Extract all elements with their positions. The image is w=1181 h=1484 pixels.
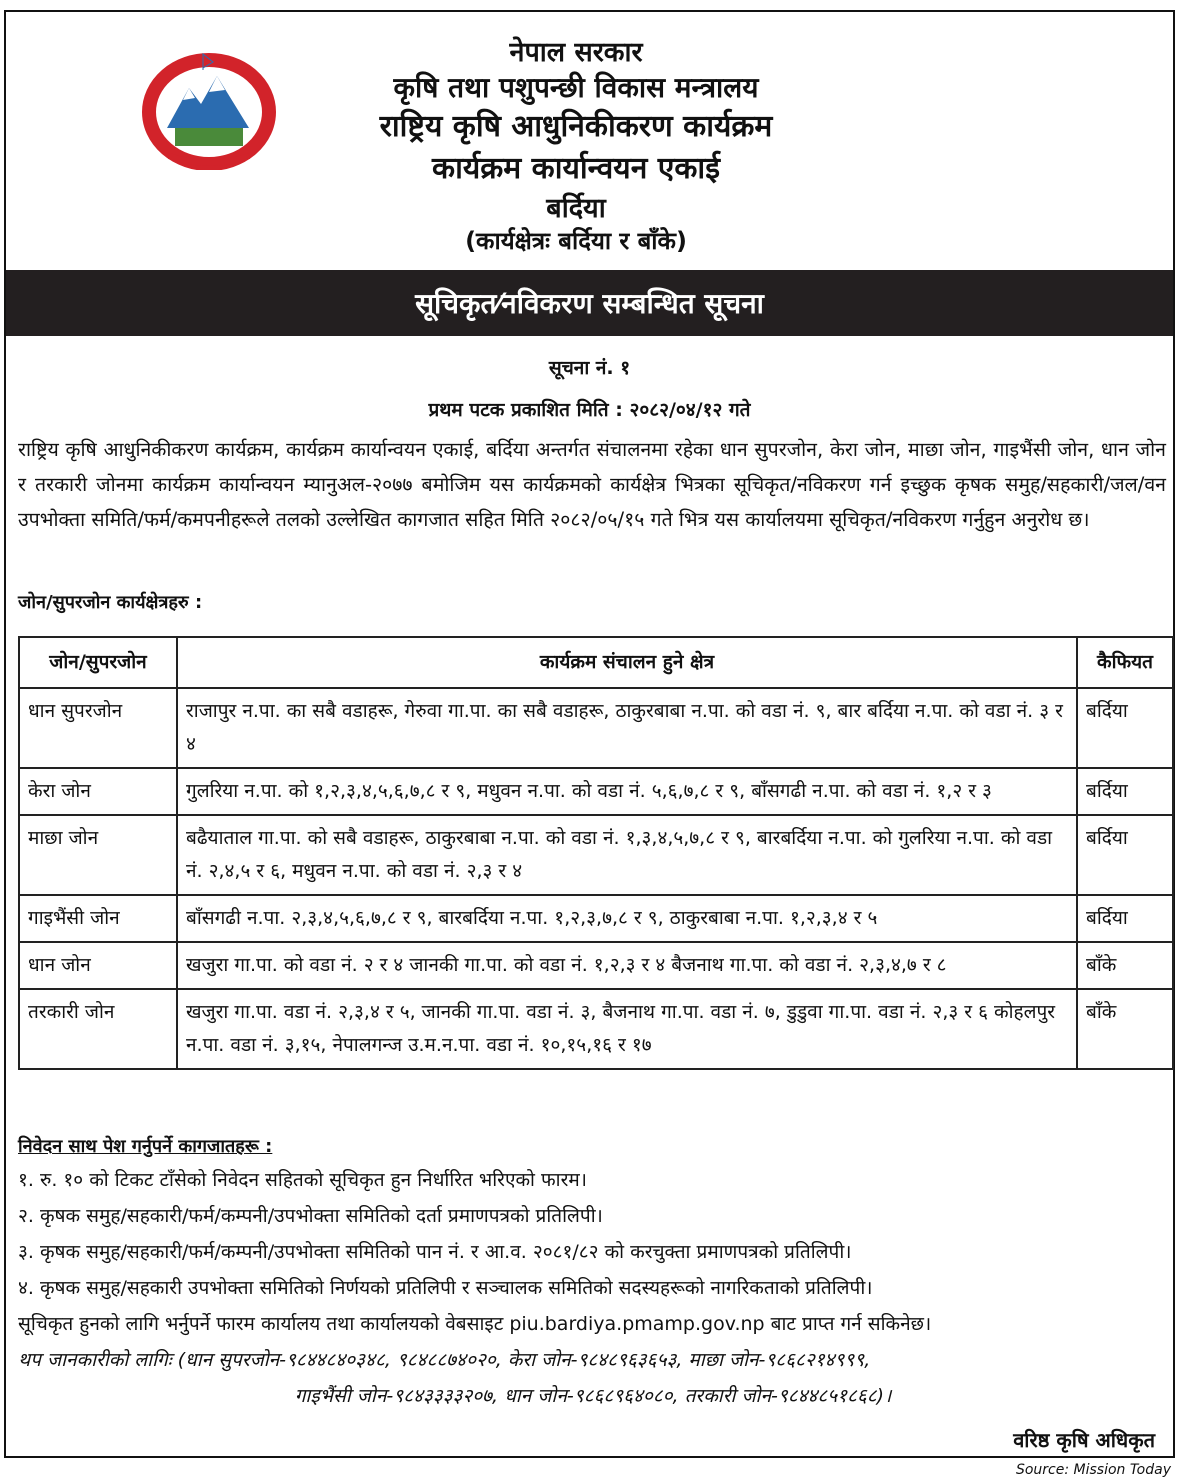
zone-cell: धान सुपरजोन [19, 688, 177, 768]
zone-cell: केरा जोन [19, 768, 177, 815]
unit-name: कार्यक्रम कार्यान्वयन एकाई [432, 151, 720, 186]
remarks-cell: बर्दिया [1077, 688, 1173, 768]
remarks-cell: बर्दिया [1077, 815, 1173, 895]
district-name: बर्दिया [546, 193, 606, 224]
table-row [19, 768, 1173, 815]
zones-label: जोन/सुपरजोन कार्यक्षेत्रहरु : [18, 592, 203, 613]
area-cell: बढैयाताल गा.पा. को सबै वडाहरू, ठाकुरबाबा न.पा. को वडा नं. १,३,४,५,७,८ र ९, बारबर्दिया न.पा. को गुलरिया न.पा. को वडा नं. २,४,५ र ६, मधुवन न.पा. को वडा नं. २,३ र ४ [177, 815, 1077, 895]
document-item: १. रु. १० को टिकट टाँसेको निवेदन सहितको सूचिकृत हुन निर्धारित भरिएको फारम। [18, 1169, 587, 1191]
zone-cell: माछा जोन [19, 815, 177, 895]
source-credit: Source: Mission Today [1015, 1462, 1171, 1478]
table-header-row [19, 637, 1173, 688]
notice-number: सूचना नं. १ [548, 357, 631, 379]
contact-info-line: गाइभैंसी जोन-९८४३३३३२०७, धान जोन-९८६८९६४०८०, तरकारी जोन-९८४४८५१८६८)। [294, 1385, 892, 1407]
table-row [19, 815, 1173, 895]
program-name: राष्ट्रिय कृषि आधुनिकीकरण कार्यक्रम [379, 109, 773, 144]
area-cell: बाँसगढी न.पा. २,३,४,५,६,७,८ र ९, बारबर्दिया न.पा. १,२,३,७,८ र ९, ठाकुरबाबा न.पा. १,२,३,४ र ५ [177, 895, 1077, 942]
ministry-name: कृषि तथा पशुपन्छी विकास मन्त्रालय [393, 71, 759, 104]
col-remarks-header: कैफियत [1077, 637, 1173, 688]
work-area: (कार्यक्षेत्रः बर्दिया र बाँके) [465, 227, 687, 255]
signatory-title: वरिष्ठ कृषि अधिकृत [1013, 1428, 1155, 1452]
zone-cell: तरकारी जोन [19, 989, 177, 1069]
table-row [19, 942, 1173, 989]
table-row [19, 895, 1173, 942]
notice-paragraph: राष्ट्रिय कृषि आधुनिकीकरण कार्यक्रम, कार्यक्रम कार्यान्वयन एकाई, बर्दिया अन्तर्गत संचालनमा रहेका धान सुपरजोन, केरा जोन, माछा जोन, गाइभैंसी जोन, धान जोन र तरकारी जोनमा कार्यक्रम कार्यान्वयन म्यानुअल-२०७७ बमोजिम यस कार्यक्रमको कार्यक्षेत्र भित्रका सूचिकृत/नविकरण गर्न इच्छुक कृषक समुह/सहकारी/जल/वन उपभोक्ता समिति/फर्म/कमपनीहरूले तलको उल्लेखित कागजात सहित मिति २०८२/०५/१५ गते भित्र यस कार्यालयमा सूचिकृत/नविकरण गर्नुहुन अनुरोध छ। [18, 438, 1166, 531]
document-item: ३. कृषक समुह/सहकारी/फर्म/कम्पनी/उपभोक्ता समितिको पान नं. र आ.व. २०८१/८२ को करचुक्ता प्रमाणपत्रको प्रतिलिपी। [18, 1241, 852, 1263]
col-zone-header: जोन/सुपरजोन [19, 637, 177, 688]
zone-cell: धान जोन [19, 942, 177, 989]
zone-cell: गाइभैंसी जोन [19, 895, 177, 942]
notice-header [6, 12, 1173, 270]
contact-info-line: थप जानकारीको लागिः (धान सुपरजोन-९८४४८४०३४८, ९८४८८७४०२०, केरा जोन-९८४८९६३६५३, माछा जोन-९८६८२१४९९९, [18, 1349, 871, 1371]
table-row [19, 989, 1173, 1069]
remarks-cell: बाँके [1077, 942, 1173, 989]
table-row [19, 688, 1173, 768]
area-cell: गुलरिया न.पा. को १,२,३,४,५,६,७,८ र ९, मधुवन न.पा. को वडा नं. ५,६,७,८ र ९, बाँसगढी न.पा. को वडा नं. १,२ र ३ [177, 768, 1077, 815]
area-cell: खजुरा गा.पा. वडा नं. २,३,४ र ५, जानकी गा.पा. वडा नं. ३, बैजनाथ गा.पा. वडा नं. ७, डुडुवा गा.पा. वडा नं. २,३ र ६ कोहलपुर न.पा. वडा नं. ३,१५, नेपालगन्ज उ.म.न.पा. वडा नं. १०,१५,१६ र १७ [177, 989, 1077, 1069]
document-item: ४. कृषक समुह/सहकारी उपभोक्ता समितिको निर्णयको प्रतिलिपी र सञ्चालक समितिको सदस्यहरूको नागरिकताको प्रतिलिपी। [18, 1277, 873, 1299]
area-cell: राजापुर न.पा. का सबै वडाहरू, गेरुवा गा.पा. का सबै वडाहरू, ठाकुरबाबा न.पा. को वडा नं. ९, बार बर्दिया न.पा. को वडा नं. ३ र ४ [177, 688, 1077, 768]
col-area-header: कार्यक्रम संचालन हुने क्षेत्र [177, 637, 1077, 688]
remarks-cell: बर्दिया [1077, 768, 1173, 815]
first-published-date: प्रथम पटक प्रकाशित मिति : २०८२/०४/१२ गते [428, 399, 751, 421]
document-item: २. कृषक समुह/सहकारी/फर्म/कम्पनी/उपभोक्ता समितिको दर्ता प्रमाणपत्रको प्रतिलिपी। [18, 1205, 603, 1227]
remarks-cell: बाँके [1077, 989, 1173, 1069]
documents-label: निवेदन साथ पेश गर्नुपर्ने कागजातहरू : [18, 1136, 273, 1157]
government-name: नेपाल सरकार [509, 37, 643, 68]
remarks-cell: बर्दिया [1077, 895, 1173, 942]
notice-frame [4, 10, 1175, 1458]
notice-title-banner: सूचिकृत⁄नविकरण सम्बन्धित सूचना [6, 270, 1173, 336]
website-line: सूचिकृत हुनको लागि भर्नुपर्ने फारम कार्यालय तथा कार्यालयको वेबसाइट piu.bardiya.pmamp.gov.np बाट प्राप्त गर्न सकिनेछ। [18, 1313, 932, 1335]
zones-table [18, 636, 1174, 1070]
area-cell: खजुरा गा.पा. को वडा नं. २ र ४ जानकी गा.पा. को वडा नं. १,२,३ र ४ बैजनाथ गा.पा. को वडा नं. २,३,४,७ र ८ [177, 942, 1077, 989]
